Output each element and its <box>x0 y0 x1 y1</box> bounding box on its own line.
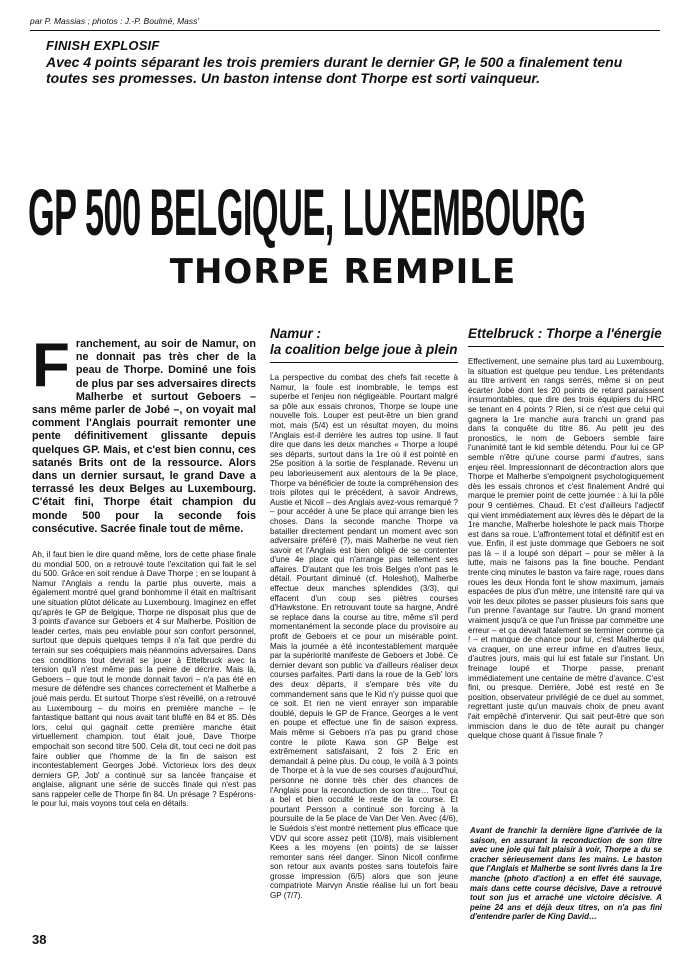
photo-caption: Avant de franchir la dernière ligne d'arrivée de la saison, en assurant la reconduction de son titre avec une joie qui fait plaisir à voir, Thorpe a du se cracher sérieusement dans les mains. Le baston que l'Anglais et Malherbe se sont livrés dans la 1re manche (photo d'action) a en effet été sauvage, mais dans cette course décisive, Dave a retrouvé tout son jus et arraché une victoire décisive. A peine 24 ans et déjà deux titres, on n'a pas fini d'entendre parler de King David… <box>470 826 662 922</box>
section-rule <box>270 362 458 363</box>
subtitle: THORPE REMPILE <box>169 252 517 292</box>
kicker: FINISH EXPLOSIF <box>46 38 160 53</box>
body-text-ettelbruck: Effectivement, une semaine plus tard au Luxembourg, la situation est quelque peu tendue. Les prétendants au titre arrivent en rangs serrés, même si on peut écarter Jobé dont les 20 points de retard paraissent insurmontables, que dire des trois équipiers du HRC se tenant en 4 points ? Rien, si ce n'est que celui qui gagnera la 1re manche aura franchi un grand pas dans la conquête du titre 86. Au petit jeu des pronostics, le nom de Geboers semble faire l'unanimité tant le kid semble détendu. Pour lui ce GP semble n'être qu'une course parmi d'autres, sans enjeu réel. Impressionnant de décontraction alors que Thorpe et Malherbe s'empoignent psychologiquement dès les essais chronos et c'est finalement André qui marque le premier point de cette journée : à lui la pôle pour 9 centièmes. Chaud. Et c'est d'ailleurs l'adjectif qui vient immédiatement aux lèvres dès le départ de la 1re manche, Malherbe holeshote le pack mais Thorpe est dans sa roue. L'affrontement total et définitif est en vue. Enfin, il est juste dommage que Geboers ne soit pas là – il a loupé son départ – pour se mêler à la lutte, mais ne faisons pas la fine bouche. Pendant trente cinq minutes le baston va faire rage, roues dans roues les deux Honda font le show maximum, jamais espacées de plus d'un mètre, une intensité rare qui va voir les deux pilotes se passer plusieurs fois sans que l'un prenne l'avantage sur l'autre. Un grand moment vraiment jusqu'à ce que l'un finisse par commettre une erreur – et ça devait fatalement se terminer comme ça ! – et manque de chance pour lui, c'est Malherbe qui va craquer, on une erreur infime en d'autres lieux, d'autres jours, mais qui lui est fatale sur l'instant. Un freinage loupé et Thorpe passe, prenant immédiatement une centaine de mètre d'avance. C'est fini, ou presque. Derrière, Jobé est resté en 3e position, observateur privilégié de ce duel au sommet, regrettant juste qu'un mauvais choix de pneu avant l'ait empêché d'intervenir. Qui sait peut-être que son immiscion dans le duo de tête aurait pu changer quelque chose quant à l'issue finale ? <box>468 357 664 741</box>
drop-cap: F <box>32 331 70 400</box>
section-heading-line1: Namur : <box>270 326 322 341</box>
body-text-namur: La perspective du combat des chefs fait recette à Namur, la foule est inombrable, le temps est superbe et l'enjeu non négligeable. Pourtant malgré sa pôle aux essais chronos, Thorpe se loupe une nouvelle fois. Louper est peut-être un bien grand mot, mais (5/4) est un résultat moyen, du moins l'Anglais est-il derrière les autres top usine. Il faut dire que dans les deux manches « Thorpe a loupé ses départs, surtout dans la 1re où il est pointé en 25e position à la sortie de l'esplanade. Revenu un peu laborieusement aux alentours de la 9e place, Thorpe va bénéficier de toute la compréhension des trois pilotes qui le précèdent, à savoir Andrews, Austie et Nicoll – des Anglais avez-vous remarqué ? – pour accéder à une 5e place qui arrange bien les choses. Dans la seconde manche Thorpe va batailler directement pendant un moment avec son adversaire préféré (?), mais Malherbe ne veut rien savoir et l'Anglais est bien obligé de se contenter d'une 4e place qui n'arrange pas tellement ses affaires. D'autant que les trois Belges n'ont pas le détail. Pourtant diminué (cf. Holeshot), Malherbe effectue deux manches splendides (3/3), qui effacent d'un coup ses piètres courses d'Hawkstone. En retrouvant toute sa hargne, André se replace dans la course au titre, même s'il perd momentanément la seconde place du provisoire au profit de Geboers et ce pour un misérable point. Mais la journée a été incontestablement marquée par la supériorité manifeste de Geboers et Jobé. Ce dernier devant son public va d'ailleurs réaliser deux courses parfaites. Parti dans la roue de la Geb' lors des deux départs, il s'empare très vite du commandement sans que le Kid n'y puisse quoi que ce soit. Et rien ne vient enrayer son imparable doublé, depuis le GP de France, Georges a le vent en poupe et effectue une fin de saison express. Mais même si Geboers n'a pas pu grand chose contre le pilote Kawa son GP Belge est extrêmement satisfaisant, 2 fois 2 Eric en demandait à peine plus. Du coup, le voilà à 3 points de Thorpe et à la vue de ses courses d'aujourd'hui, personne ne donne très cher des chances de l'Anglais pour la reconduction de son titre… Tout ça a bel et bien occulté le reste de la course. Et pourtant Persson a continué son forcing à la poursuite de la 5e place de Van Der Ven. Avec (4/6), le Suédois s'est montré nettement plus efficace que VDV qui score assez petit (10/8), mais visiblement Kees a les moyens (en points) de se laisser remonter sans réel danger. Sinon Nicoll confirme son retour aux avants postes sans toutefois faire grosse impression (6/5) alors que son jeune compatriote Marvyn Anstie réalise lui un fort beau GP (7/7). <box>270 373 458 901</box>
credit-rule <box>30 30 660 31</box>
intro-paragraph <box>32 331 256 536</box>
column-2 <box>270 326 458 936</box>
section-rule <box>468 346 664 347</box>
deck: Avec 4 points séparant les trois premiers durant le dernier GP, le 500 a finalement tenu toutes ses promesses. Un baston intense dont Thorpe est sorti vainqueur. <box>46 54 623 86</box>
section-heading-ettelbruck: Ettelbruck : Thorpe a l'énergie <box>468 326 662 341</box>
body-text-1: Ah, il faut bien le dire quand même, lors de cette phase finale du mondial 500, on a retrouvé toute l'excitation qui fait le sel du 500. Grâce en soit rendue à Dave Thorpe ; en se loupant à Namur l'Anglais a rendu la partie plus ouverte, mais a également montré quel grand bonhomme il était en maîtrisant une situation plûtot délicate au Luxembourg. Imaginez en effet qu'après le GP de Belgique, Thorpe ne disposait plus que de 3 points d'avance sur Geboers et 4 sur Malherbe. Position de leader certes, mais peu enviable pour son confort personnel, surtout que depuis quelques temps il n'a fait que perdre du terrain sur ses coéquipiers mais néanmoins adversaires. Dans ces conditions tout devrait se jouer à Ettelbruck avec la tension qu'il n'est même pas la peine de décrire. Mais là, Geboers – que tout le monde donnait favori – n'a pas été en mesure de défendre ses chances correctement et Malherbe a joué mais perdu. Et surtout Thorpe s'est réveillé, on a retrouvé au Luxembourg – du moins en première manche – le fantastique battant qui nous avait tant bluffé en 84 et 85. Dès lors, celui qui gagnait cette première manche était virtuellement champion. tout était joué, Dave Thorpe empochait son second titre 500. Cela dit, tout ceci ne doit pas faire oublier que l'homme de la fin de saison est incontestablement Georges Jobé. Victorieux lors des deux derniers GP, Job' a continué sur sa lancée française et anglaise, alignant une série de succès finale qui n'est pas sans rappeler celle de Thorpe fin 84. Un présage ? Espérons-le pour lui, mais voyons tout cela en détails. <box>32 550 256 809</box>
section-heading-namur <box>270 326 458 358</box>
main-title: GP 500 BELGIQUE, LUXEMBOURG <box>28 175 586 249</box>
column-1 <box>32 326 256 926</box>
section-heading-line2: la coalition belge joue à plein <box>270 342 458 357</box>
page-number: 38 <box>32 932 47 947</box>
credit-line: par P. Massias ; photos : J.-P. Boulmé, Mass' <box>30 16 200 26</box>
intro-text: ranchement, au soir de Namur, on ne donnait pas très cher de la peau de Thorpe. Dominé une fois de plus par ses adversaires directs Malherbe et surtout Geboers – sans même parler de Jobé –, on voyait mal comment l'Anglais pourrait remonter une pente définitivement glissante depuis quelques GP. Mais, et c'est bien connu, ces satanés Brits ont de la ressource. Alors dans un dernier sursaut, le grand Dave a terrassé les deux Belges au Luxembourg. C'était fini, Thorpe était champion du monde 500 pour la seconde fois consécutive. Sacrée finale tout de même. <box>32 338 256 535</box>
